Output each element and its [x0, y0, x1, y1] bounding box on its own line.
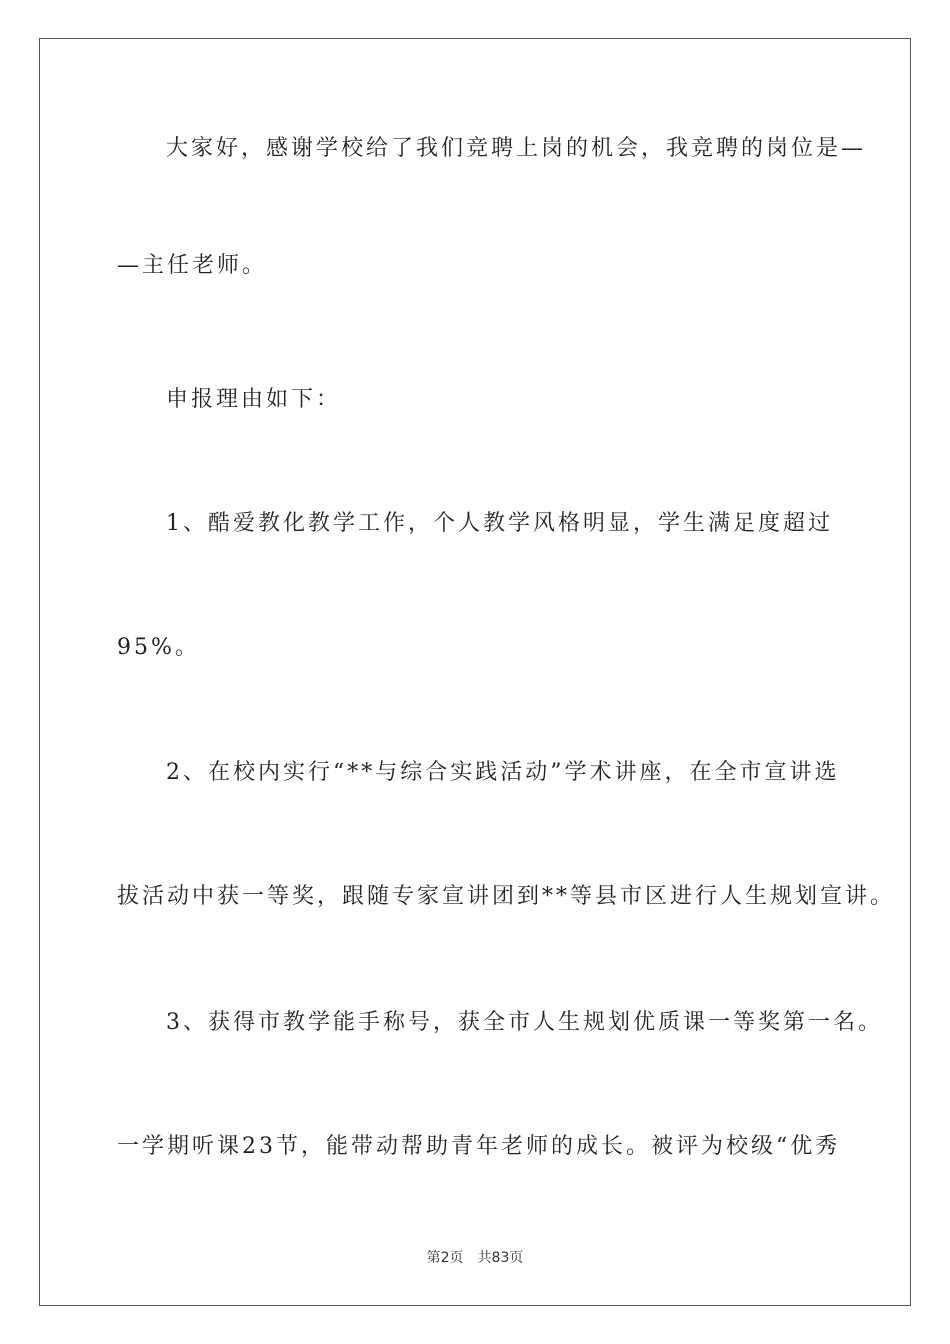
page-border — [39, 38, 911, 1306]
page-footer — [0, 1247, 950, 1267]
paragraph-line-9: 一学期听课23节，能带动帮助青年老师的成长。被评为校级“优秀 — [117, 1134, 841, 1159]
page-total: 共83页 — [477, 1250, 524, 1266]
paragraph-line-3: 申报理由如下： — [166, 387, 342, 412]
paragraph-line-4: 1、酷爱教化教学工作，个人教学风格明显，学生满足度超过 — [166, 511, 833, 536]
paragraph-line-6: 2、在校内实行“**与综合实践活动”学术讲座，在全市宣讲选 — [166, 760, 840, 785]
paragraph-line-2: —主任老师。 — [117, 253, 268, 278]
paragraph-line-5: 95%。 — [117, 635, 200, 660]
paragraph-line-1: 大家好，感谢学校给了我们竞聘上岗的机会，我竞聘的岗位是— — [166, 136, 867, 161]
paragraph-line-8: 3、获得市教学能手称号，获全市人生规划优质课一等奖第一名。 — [166, 1010, 883, 1035]
paragraph-line-7: 拔活动中获一等奖，跟随专家宣讲团到**等县市区进行人生规划宣讲。 — [117, 884, 896, 909]
page-number: 第2页 — [426, 1250, 464, 1266]
